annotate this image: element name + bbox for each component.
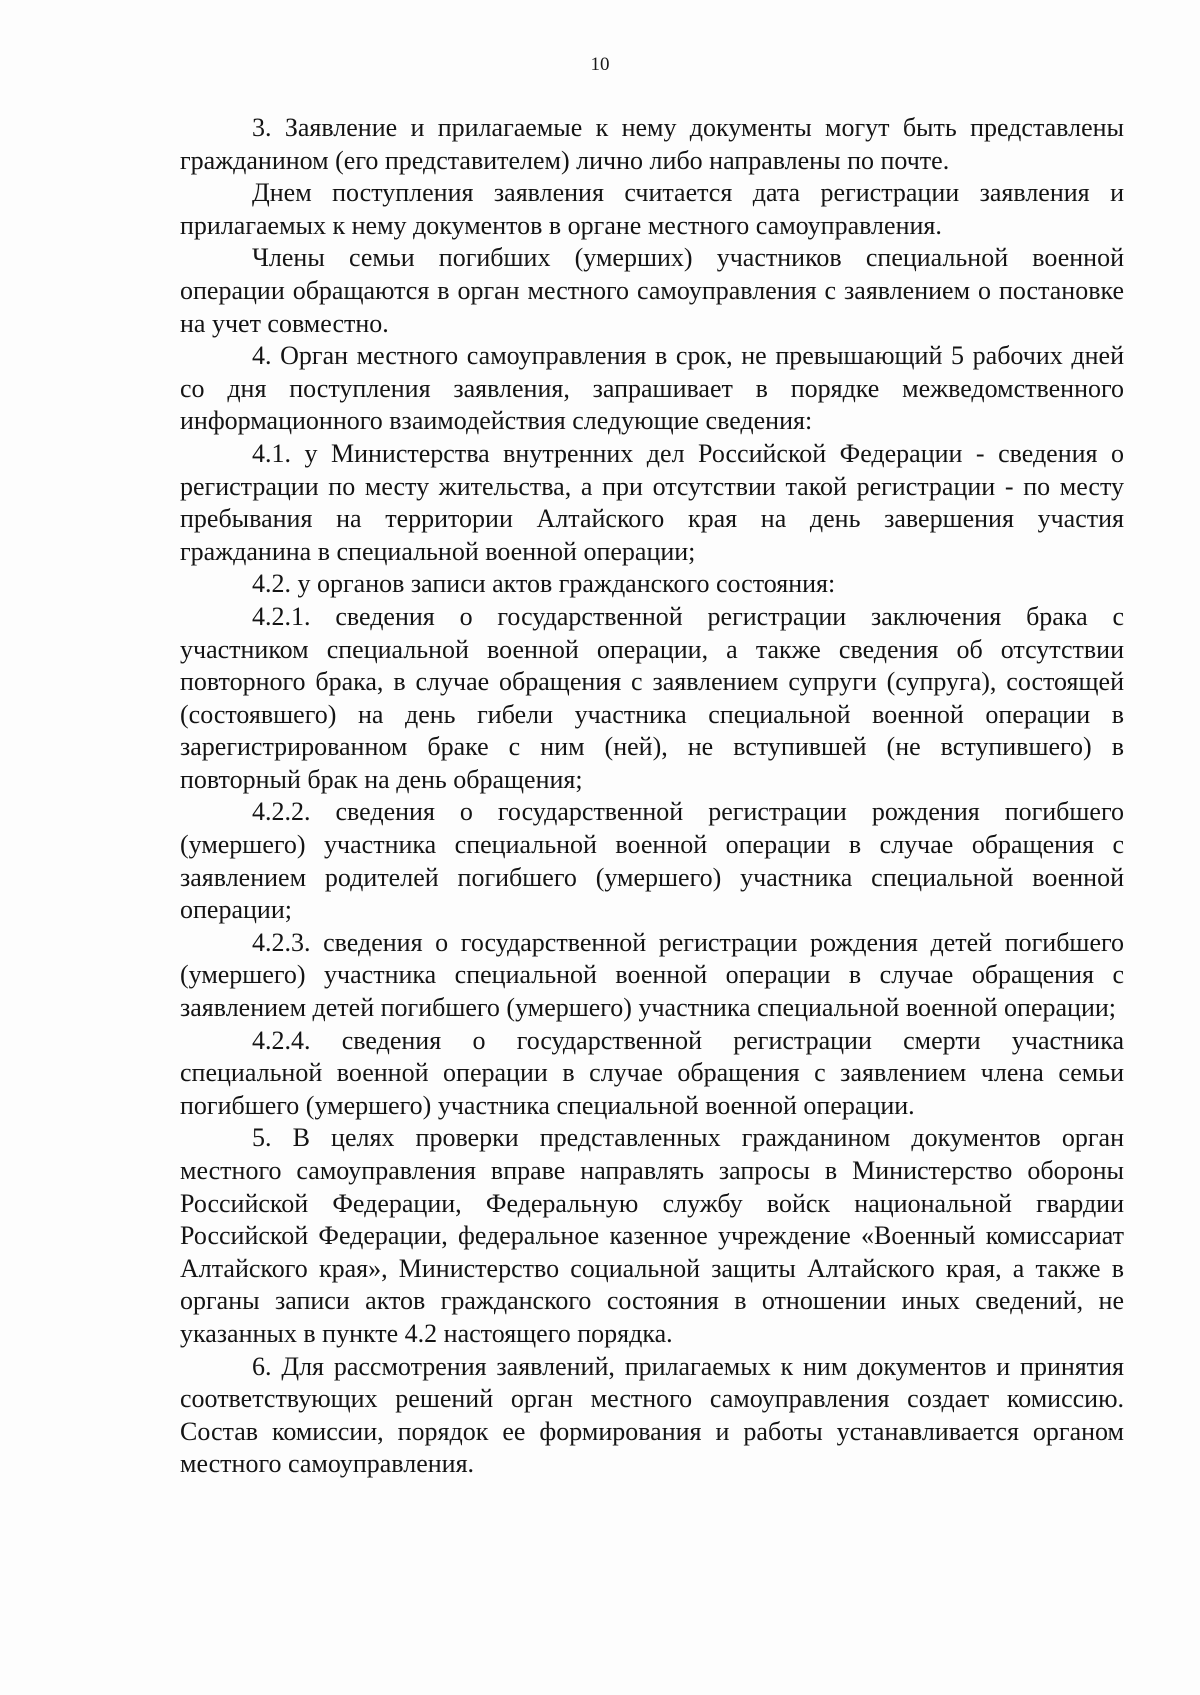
paragraph-4-2-civil-registry: 4.2. у органов записи актов гражданского состояния: [252,569,836,599]
paragraph-4-1-interior-ministry: 4.1. у Министерства внутренних дел Российской Федерации - сведения о регистрации по месту жительства, а при отсутствии такой регистрации - по месту пребывания на территории Алтайского края на день завершения участия гражданина в специальной военной операции; [180,438,1124,566]
paragraph-4-2-2-birth-parents: 4.2.2. сведения о государственной регистрации рождения погибшего (умершего) участника специальной военной операции в случае обращения с заявлением родителей погибшего (умершего) участника специальной военной операции; [180,797,1124,925]
paragraph-3-submission: 3. Заявление и прилагаемые к нему документы могут быть представлены гражданином (его представителем) лично либо направлены по почте. [180,113,1124,175]
paragraph-family-members: Члены семьи погибших (умерших) участников специальной военной операции обращаются в орган местного самоуправления с заявлением о постановке на учет совместно. [180,243,1124,338]
paragraph-4-2-1-marriage: 4.2.1. сведения о государственной регистрации заключения брака с участником специальной военной операции, а также сведения об отсутствии повторного брака, в случае обращения с заявлением супруги (супруга), состоящей (состоявшего) на день гибели участника специальной военной операции в зарегистрированном браке с ним (ней), не вступившей (не вступившего) в повторный брак на день обращения; [180,601,1124,794]
paragraph-receipt-date: Днем поступления заявления считается дата регистрации заявления и прилагаемых к нему документов в органе местного самоуправления. [180,178,1124,240]
document-body [180,112,1124,1481]
paragraph-6-commission: 6. Для рассмотрения заявлений, прилагаемых к ним документов и принятия соответствующих решений орган местного самоуправления создает комиссию. Состав комиссии, порядок ее формирования и работы устанавливается органом местного самоуправления. [180,1351,1124,1479]
paragraph-4-interagency-request: 4. Орган местного самоуправления в срок, не превышающий 5 рабочих дней со дня поступления заявления, запрашивает в порядке межведомственного информационного взаимодействия следующие сведения: [180,341,1124,436]
paragraph-4-2-4-death: 4.2.4. сведения о государственной регистрации смерти участника специальной военной операции в случае обращения с заявлением члена семьи погибшего (умершего) участника специальной военной операции. [180,1025,1124,1120]
page-number: 10 [590,54,610,75]
paragraph-5-verification-requests: 5. В целях проверки представленных гражданином документов орган местного самоуправления вправе направлять запросы в Министерство обороны Российской Федерации, Федеральную службу войск национальной гвардии Российской Федерации, федеральное казенное учреждение «Военный комиссариат Алтайского края», Министерство социальной защиты Алтайского края, а также в органы записи актов гражданского состояния в отношении иных сведений, не указанных в пункте 4.2 настоящего порядка. [180,1123,1124,1348]
paragraph-4-2-3-birth-children: 4.2.3. сведения о государственной регистрации рождения детей погибшего (умершего) участника специальной военной операции в случае обращения с заявлением детей погибшего (умершего) участника специальной военной операции; [180,927,1124,1023]
